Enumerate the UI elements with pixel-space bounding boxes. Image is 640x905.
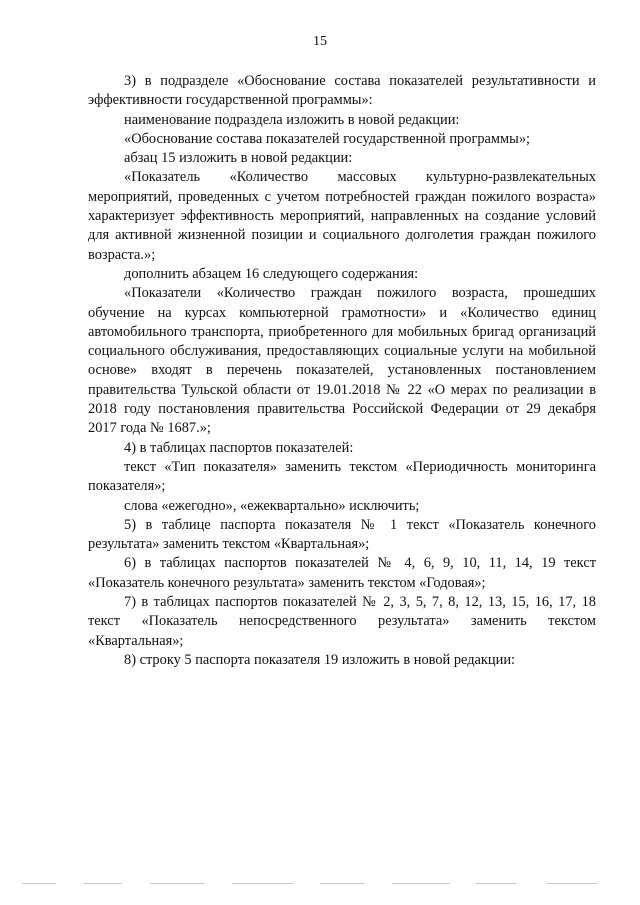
paragraph-abzac-15-text: «Показатель «Количество массовых культурно-развлекательных мероприятий, проведенных с учетом потребностей граждан пожилого возраста» характеризует эффективность мероприятий, направленных на создание условий для активной жизненной позиции и социального долголетия граждан пожилого возраста.»; [88,169,596,263]
paragraph-abzac-15: абзац 15 изложить в новой редакции: [124,150,353,167]
paragraph-new-heading: «Обоснование состава показателей государственной программы»; [124,130,531,147]
paragraph-item-8: 8) строку 5 паспорта показателя 19 изложить в новой редакции: [124,651,516,668]
paragraph-item-4-text: текст «Тип показателя» заменить текстом «Периодичность мониторинга показателя»; [88,458,596,495]
paragraph-item-4-words: слова «ежегодно», «ежеквартально» исключить; [124,497,420,514]
paragraph-abzac-16-text: «Показатели «Количество граждан пожилого возраста, прошедших обучение на курсах компьютерной грамотности» и «Количество единиц автомобильного транспорта, приобретенного для мобильных бригад организаций социального обслуживания, предоставляющих социальные услуги на мобильной основе» входят в перечень показателей, установленных постановлением правительства Тульской области от 19.01.2018 № 22 «О мерах по реализации в 2018 году постановления правительства Российской Федерации от 29 декабря 2017 года № 1687.»; [88,285,596,437]
paragraph-item-7: 7) в таблицах паспортов показателей № 2, 3, 5, 7, 8, 12, 13, 15, 16, 17, 18 текст «Показатель непосредственного результата» заменить текстом «Квартальная»; [88,594,596,649]
paragraph-item-3: 3) в подразделе «Обоснование состава показателей результативности и эффективности государственной программы»: [88,73,596,109]
document-body [88,72,596,670]
paragraph-item-6: 6) в таблицах паспортов показателей № 4, 6, 9, 10, 11, 14, 19 текст «Показатель конечного результата» заменить текстом «Годовая»; [88,555,596,591]
scan-border-artifact [0,880,640,888]
paragraph-item-4: 4) в таблицах паспортов показателей: [124,439,354,456]
paragraph-item-5: 5) в таблице паспорта показателя № 1 текст «Показатель конечного результата» заменить текстом «Квартальная»; [88,516,596,553]
paragraph-abzac-16: дополнить абзацем 16 следующего содержания: [124,265,419,282]
paragraph-heading-edit: наименование подраздела изложить в новой редакции: [124,111,460,128]
page-number: 15 [313,34,327,49]
